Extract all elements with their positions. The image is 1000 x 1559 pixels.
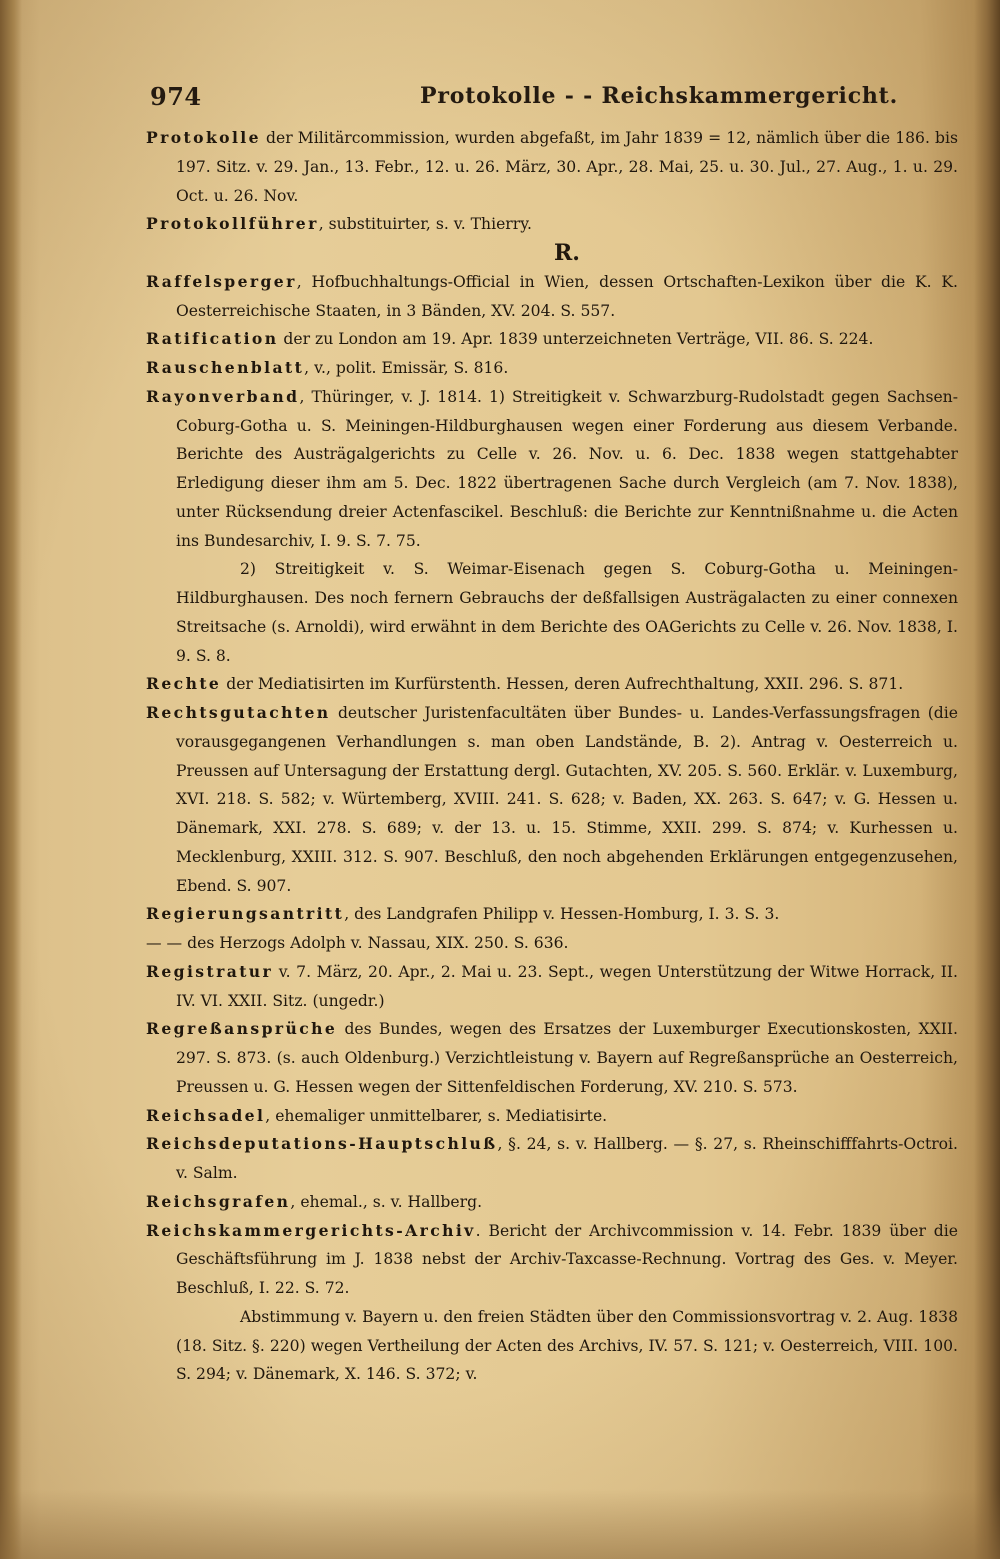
index-entry-rayonverband — [146, 383, 958, 556]
index-subparagraph: Abstimmung v. Bayern u. den freien Städten über den Commissionsvortrag v. 2. Aug. 1838 (18. Sitz. §. 220) wegen Vertheilung der Acten des Archivs, IV. 57. S. 121; v. Oesterreich, VIII. 100. S. 294; v. Dänemark, X. 146. S. 372; v. — [176, 1307, 958, 1384]
index-entry-ratification — [146, 325, 958, 354]
entry-keyword: Registratur — [146, 961, 274, 981]
index-entry-rauschenblatt — [146, 354, 958, 383]
entry-keyword: Rauschenblatt — [146, 358, 305, 377]
page-left-shadow — [0, 0, 22, 1559]
entry-keyword: Rayonverband — [146, 386, 300, 406]
entry-text: der zu London am 19. Apr. 1839 unterzeichneten Verträge, VII. 86. S. 224. — [278, 330, 874, 349]
entry-text: des Bundes, wegen des Ersatzes der Luxemburger Executionskosten, XXII. 297. S. 873. (s. auch Oldenburg.) Verzichtleistung v. Bayern auf Regreßansprüche an Oesterreich, Preussen u. G. Hessen wegen der Sittenfeldischen Forderung, XV. 210. S. 573. — [176, 1020, 958, 1096]
entry-keyword: Protokolle — [146, 128, 261, 147]
entry-keyword: Reichsadel — [146, 1105, 266, 1125]
index-entry-regierungsantritt-cont — [146, 929, 958, 958]
entry-keyword: Regierungsantritt — [146, 904, 345, 924]
entry-text: , Thüringer, v. J. 1814. 1) Streitigkeit v. Schwarzburg-Rudolstadt gegen Sachsen-Coburg-Gotha u. S. Meiningen-Hildburghausen wegen einer Forderung aus diesem Verbande. Berichte des Austrägalgerichts zu Celle v. 26. Nov. u. 6. Dec. 1838 wegen stattgehabter Erledigung dieser ihm am 5. Dec. 1822 übertragenen Sache durch Vergleich (am 7. Nov. 1838), unter Rücksendung dreier Actenfascikel. Beschluß: die Berichte zur Kenntnißnahme u. die Acten ins Bundesarchiv, I. 9. S. 7. 75. — [176, 387, 958, 550]
index-entry-rechte — [146, 670, 958, 699]
entry-keyword: Rechte — [146, 674, 222, 694]
entry-text: der Militärcommission, wurden abgefaßt, im Jahr 1839 = 12, nämlich über die 186. bis 197. Sitz. v. 29. Jan., 13. Febr., 12. u. 26. März, 30. Apr., 28. Mai, 25. u. 30. Jul., 27. Aug., 1. u. 29. Oct. u. 26. Nov. — [176, 129, 958, 205]
index-entry-raffelsperger — [146, 268, 958, 326]
entry-text: . Bericht der Archivcommission v. 14. Febr. 1839 über die Geschäftsführung im J. 1838 nebst der Archiv-Taxcasse-Rechnung. Vortrag des Ges. v. Meyer. Beschluß, I. 22. S. 72. — [176, 1221, 958, 1297]
entry-keyword: Raffelsperger — [146, 271, 297, 291]
running-head: Protokolle - - Reichskammergericht. — [420, 83, 899, 109]
section-letter-r: R. — [554, 240, 580, 266]
page-header — [150, 82, 960, 118]
entry-text: , ehemaliger unmittelbarer, s. Mediatisirte. — [265, 1106, 608, 1125]
entry-dash: — — — [146, 934, 183, 952]
entry-keyword: Protokollführer — [146, 214, 319, 234]
page-right-shadow — [974, 0, 1000, 1559]
page-bottom-shadow — [0, 1489, 1000, 1559]
entry-text: v. 7. März, 20. Apr., 2. Mai u. 23. Sept., wegen Unterstützung der Witwe Horrack, II. IV. VI. XXII. Sitz. (ungedr.) — [176, 962, 958, 1010]
index-entry-regierungsantritt — [146, 900, 958, 929]
entry-text: , v., polit. Emissär, S. 816. — [304, 359, 509, 377]
entry-text: des Herzogs Adolph v. Nassau, XIX. 250. S. 636. — [182, 934, 569, 952]
entry-keyword: Reichskammergerichts-Archiv — [146, 1220, 476, 1240]
entry-text: , substituirter, s. v. Thierry. — [318, 215, 532, 234]
index-entry-reichsgrafen — [146, 1188, 958, 1217]
index-entry-reichsadel — [146, 1102, 958, 1131]
index-entry-protokollfuehrer — [146, 210, 958, 239]
index-subparagraph: 2) Streitigkeit v. S. Weimar-Eisenach gegen S. Coburg-Gotha u. Meiningen-Hildburghausen. Des noch fernern Gebrauchs der deßfallsigen Austrägalacten zu einer connexen Streitsache (s. Arnoldi), wird erwähnt in dem Berichte des OAGerichts zu Celle v. 26. Nov. 1838, I. 9. S. 8. — [176, 560, 958, 665]
index-entry-regressansprueche — [146, 1015, 958, 1101]
entry-keyword: Reichsgrafen — [146, 1191, 291, 1211]
entry-text: , §. 24, s. v. Hallberg. — §. 27, s. Rheinschifffahrts-Octroi. v. Salm. — [176, 1135, 958, 1182]
index-text — [146, 124, 958, 1389]
entry-keyword: Ratification — [146, 329, 279, 349]
index-entry-registratur — [146, 958, 958, 1016]
entry-text: , ehemal., s. v. Hallberg. — [290, 1192, 483, 1211]
entry-keyword: Reichsdeputations-Hauptschluß — [146, 1134, 498, 1154]
entry-keyword: Regreßansprüche — [146, 1019, 338, 1039]
index-entry-reichsdeputations-hauptschluss — [146, 1130, 958, 1188]
entry-text: deutscher Juristenfacultäten über Bundes- u. Landes-Verfassungsfragen (die vorausgegangenen Verhandlungen s. man oben Landstände, B. 2). Antrag v. Oesterreich u. Preussen auf Untersagung der Erstattung dergl. Gutachten, XV. 205. S. 560. Erklär. v. Luxemburg, XVI. 218. S. 582; v. Würtemberg, XVIII. 241. S. 628; v. Baden, XX. 263. S. 647; v. G. Hessen u. Dänemark, XXI. 278. S. 689; v. der 13. u. 15. Stimme, XXII. 299. S. 874; v. Kurhessen u. Mecklenburg, XXIII. 312. S. 907. Beschluß, den noch abgehenden Erklärungen entgegenzusehen, Ebend. S. 907. — [176, 704, 958, 895]
entry-text: , des Landgrafen Philipp v. Hessen-Homburg, I. 3. S. 3. — [344, 905, 780, 924]
entry-text: der Mediatisirten im Kurfürstenth. Hessen, deren Aufrechthaltung, XXII. 296. S. 871. — [221, 675, 904, 694]
entry-text: , Hofbuchhaltungs-Official in Wien, dessen Ortschaften-Lexikon über die K. K. Oesterreichische Staaten, in 3 Bänden, XV. 204. S. 557. — [176, 272, 958, 320]
page-number: 974 — [150, 82, 202, 111]
index-entry-rechtsgutachten — [146, 699, 958, 900]
index-entry-reichskammergerichts-archiv — [146, 1217, 958, 1303]
entry-keyword: Rechtsgutachten — [146, 703, 331, 722]
index-entry-protokolle — [146, 124, 958, 210]
